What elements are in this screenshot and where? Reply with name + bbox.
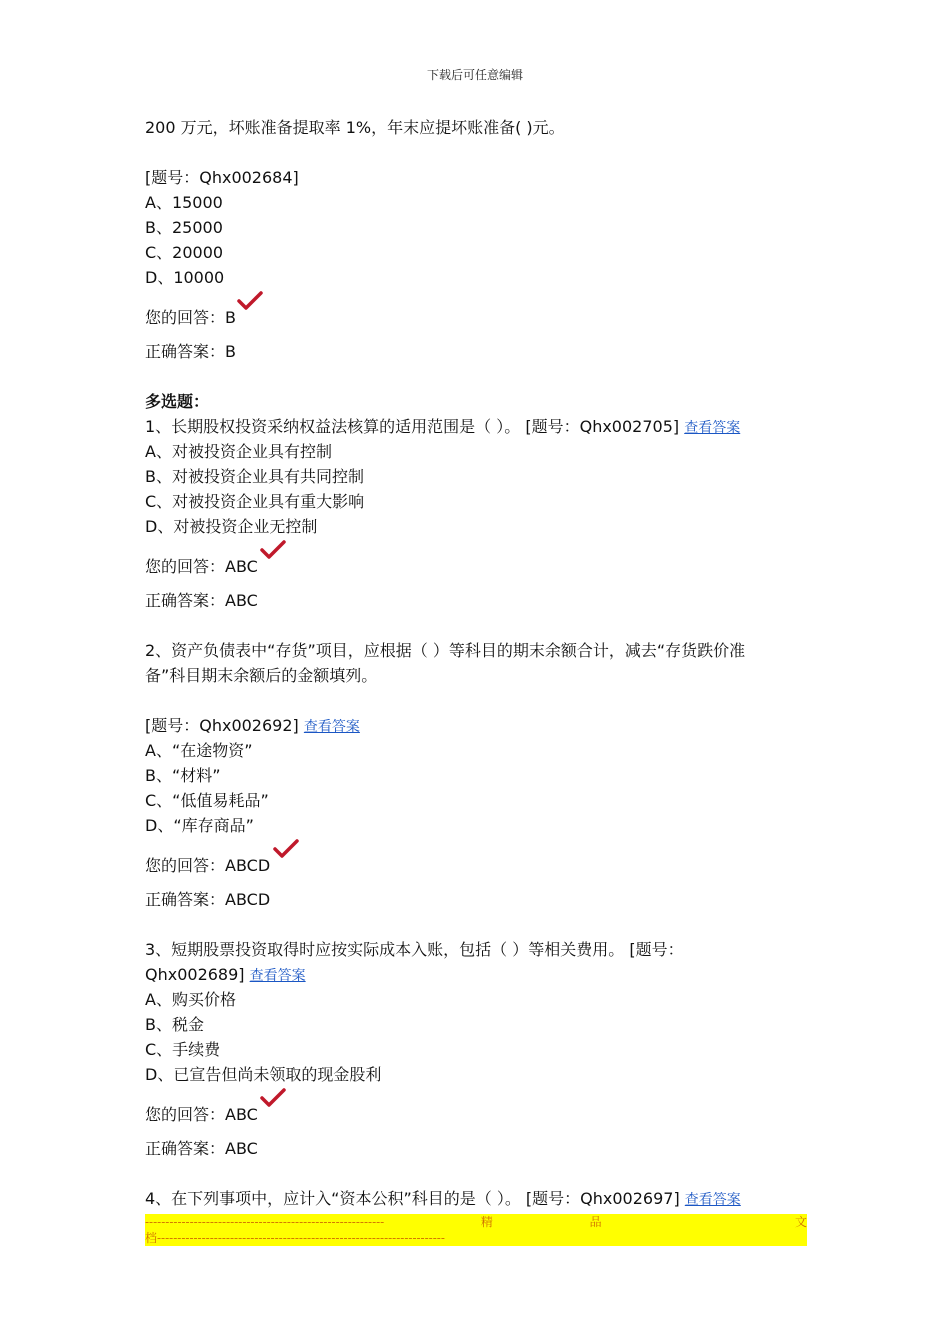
checkmark-icon — [260, 540, 286, 560]
view-answer-link[interactable]: 查看答案 — [684, 1192, 741, 1208]
option-b: B、税金 — [145, 1015, 204, 1034]
view-answer-link[interactable]: 查看答案 — [249, 968, 306, 984]
option-c: C、对被投资企业具有重大影响 — [145, 492, 365, 511]
option-b: B、对被投资企业具有共同控制 — [145, 467, 364, 486]
correct-answer: 正确答案：ABC — [145, 1139, 258, 1158]
view-answer-link[interactable]: 查看答案 — [684, 420, 741, 436]
option-d: D、“库存商品” — [145, 816, 254, 835]
option-b: B、25000 — [145, 218, 223, 237]
option-c: C、手续费 — [145, 1040, 221, 1059]
correct-answer: 正确答案：ABCD — [145, 890, 271, 909]
option-a: A、对被投资企业具有控制 — [145, 442, 332, 461]
question-id: [题号：Qhx002692] — [145, 716, 299, 735]
option-a: A、“在途物资” — [145, 741, 253, 760]
question-id: Qhx002689] — [145, 965, 245, 984]
question-4-stem — [145, 1189, 741, 1210]
option-a: A、购买价格 — [145, 990, 236, 1009]
option-a: A、15000 — [145, 193, 223, 212]
question-1-stem — [145, 417, 740, 438]
footer-char: 精 — [480, 1215, 493, 1229]
option-d: D、已宣告但尚未领取的现金股利 — [145, 1065, 382, 1084]
footer-line-2: 档----------------------------------------------------------------------- — [145, 1231, 445, 1245]
page-header: 下载后可任意编辑 — [426, 68, 523, 82]
question-2-id-row — [145, 716, 360, 737]
correct-answer: 正确答案：B — [145, 342, 236, 361]
option-d: D、10000 — [145, 268, 225, 287]
footer-line-1 — [145, 1214, 807, 1230]
option-b: B、“材料” — [145, 766, 221, 785]
your-answer: 您的回答：B — [145, 308, 236, 327]
question-stem: 200 万元，坏账准备提取率 1%，年末应提坏账准备( )元。 — [145, 118, 565, 137]
question-id: [题号：Qhx002684] — [145, 168, 299, 187]
section-title: 多选题： — [145, 392, 210, 411]
option-c: C、20000 — [145, 243, 224, 262]
checkmark-icon — [237, 291, 263, 311]
question-3-stem-line2 — [145, 965, 306, 986]
option-d: D、对被投资企业无控制 — [145, 517, 318, 536]
question-3-stem-line1: 3、短期股票投资取得时应按实际成本入账，包括（ ）等相关费用。 [题号： — [145, 940, 684, 959]
question-2-stem-line2: 备”科目期末余额后的金额填列。 — [145, 666, 378, 685]
checkmark-icon — [260, 1088, 286, 1108]
question-stem-text: 1、长期股权投资采纳权益法核算的适用范围是（ ）。 [题号：Qhx002705] — [145, 417, 680, 436]
question-stem-text: 4、在下列事项中，应计入“资本公积”科目的是（ ）。 [题号：Qhx002697] — [145, 1189, 680, 1208]
checkmark-icon — [273, 839, 299, 859]
your-answer: 您的回答：ABC — [145, 557, 258, 576]
your-answer: 您的回答：ABCD — [145, 856, 271, 875]
view-answer-link[interactable]: 查看答案 — [303, 719, 360, 735]
option-c: C、“低值易耗品” — [145, 791, 269, 810]
footer-banner — [145, 1214, 807, 1246]
correct-answer: 正确答案：ABC — [145, 591, 258, 610]
footer-dashes: ----------------------------------------------------------- — [145, 1215, 385, 1229]
question-2-stem-line1: 2、资产负债表中“存货”项目，应根据（ ）等科目的期末余额合计，减去“存货跌价准 — [145, 641, 746, 660]
your-answer: 您的回答：ABC — [145, 1105, 258, 1124]
footer-char: 品 — [589, 1215, 602, 1229]
footer-char: 文 — [794, 1215, 807, 1229]
